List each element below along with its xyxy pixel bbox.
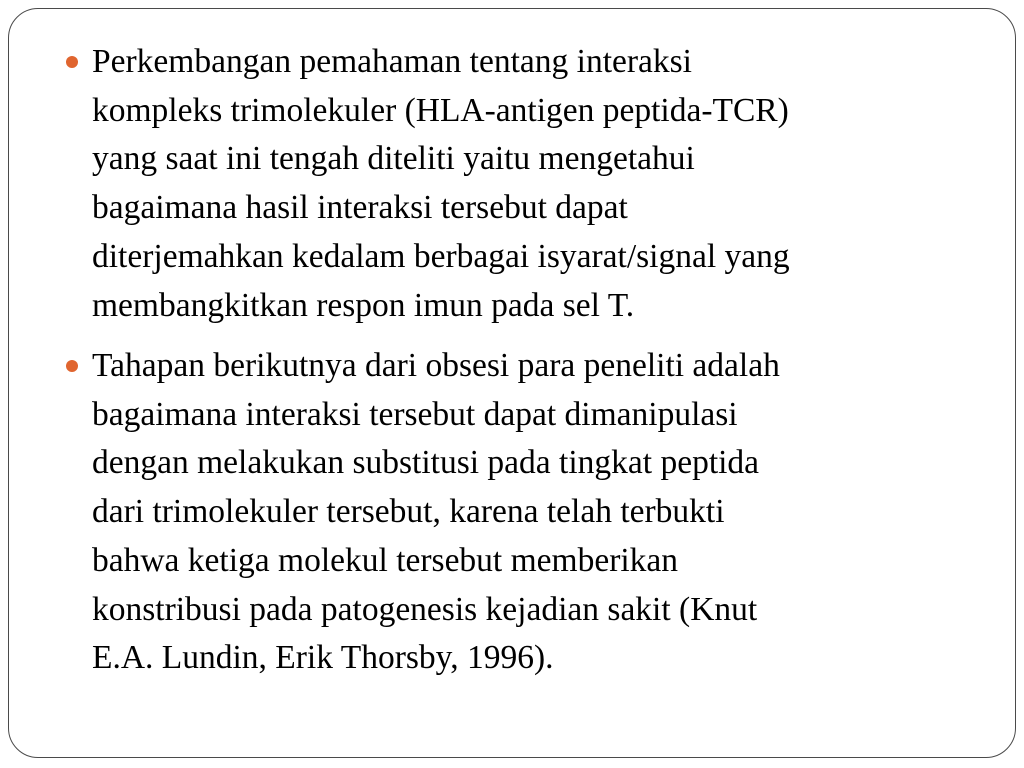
bullet-paragraph <box>92 342 992 683</box>
text-line: Perkembangan pemahaman tentang interaksi <box>92 43 692 80</box>
text-line: membangkitkan respon imun pada sel T. <box>92 286 635 324</box>
text-line: bagaimana hasil interaksi tersebut dapat <box>92 189 628 227</box>
bullet-dot-icon <box>66 360 78 372</box>
text-line: yang saat ini tengah diteliti yaitu mengetahui <box>92 140 695 178</box>
text-line: Tahapan berikutnya dari obsesi para peneliti adalah <box>92 347 780 384</box>
text-line: dengan melakukan substitusi pada tingkat peptida <box>92 444 760 482</box>
text-line: bagaimana interaksi tersebut dapat dimanipulasi <box>92 395 738 433</box>
text-line: konstribusi pada patogenesis kejadian sakit (Knut <box>92 590 758 628</box>
text-line: E.A. Lundin, Erik Thorsby, 1996). <box>92 639 554 677</box>
text-line: dari trimolekuler tersebut, karena telah terbukti <box>92 493 725 531</box>
text-line: diterjemahkan kedalam berbagai isyarat/signal yang <box>92 237 790 275</box>
bullet-paragraph <box>92 38 992 330</box>
bullet-dot-icon <box>66 56 78 68</box>
text-line: kompleks trimolekuler (HLA-antigen peptida-TCR) <box>92 91 789 129</box>
text-line: bahwa ketiga molekul tersebut memberikan <box>92 541 679 579</box>
